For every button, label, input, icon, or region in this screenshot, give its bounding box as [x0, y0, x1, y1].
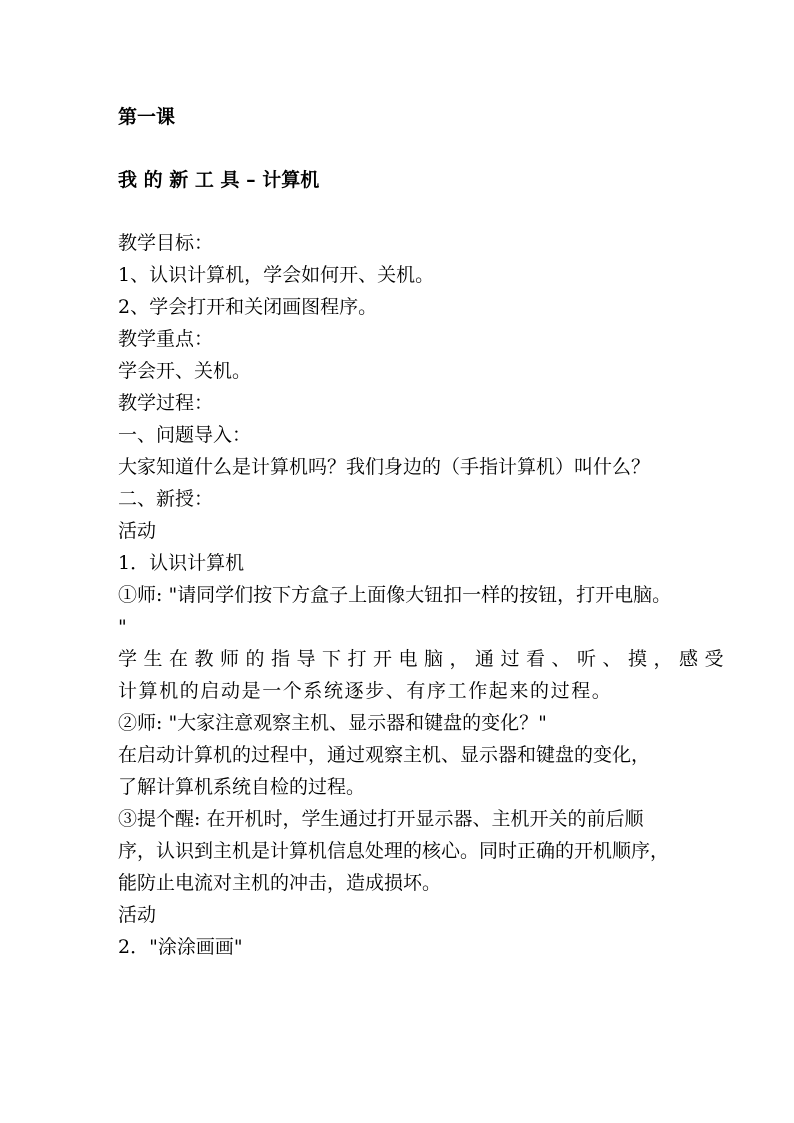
paragraph-line: 学生在教师的指导下打开电脑，通过看、听、摸，感受 [118, 648, 731, 670]
activity-label: 活动 [118, 904, 157, 926]
objective-item: 1、认识计算机，学会如何开、关机。 [118, 264, 435, 286]
lesson-title: 我 的 新 工 具 – 计算机 [118, 169, 320, 191]
objective-item: 2、学会打开和关闭画图程序。 [118, 296, 378, 318]
section-heading: 二、新授： [118, 488, 214, 510]
activity-label: 活动 [118, 520, 157, 542]
paragraph-line: 计算机的启动是一个系统逐步、有序工作起来的过程。 [118, 680, 613, 702]
section-heading: 一、问题导入： [118, 424, 252, 446]
activity-title: 1．认识计算机 [118, 552, 245, 574]
process-heading: 教学过程： [118, 392, 214, 414]
key-heading: 教学重点： [118, 328, 214, 350]
paragraph-line: 能防止电流对主机的冲击，造成损坏。 [118, 872, 442, 894]
paragraph-line: 在启动计算机的过程中，通过观察主机、显示器和键盘的变化， [118, 744, 651, 766]
paragraph-line: 大家知道什么是计算机吗？我们身边的（手指计算机）叫什么？ [118, 456, 651, 478]
key-point: 学会开、关机。 [118, 360, 252, 382]
paragraph-line: ②师: "大家注意观察主机、显示器和键盘的变化？" [118, 712, 547, 734]
activity-title: 2．"涂涂画画" [118, 936, 243, 958]
paragraph-line: " [118, 616, 127, 638]
paragraph-line: 了解计算机系统自检的过程。 [118, 776, 366, 798]
paragraph-line: ③提个醒: 在开机时，学生通过打开显示器、主机开关的前后顺 [118, 808, 644, 830]
lesson-number: 第一课 [118, 106, 176, 128]
objectives-heading: 教学目标： [118, 232, 214, 254]
paragraph-line: ①师: "请同学们按下方盒子上面像大钮扣一样的按钮，打开电脑。 [118, 584, 672, 606]
paragraph-line: 序，认识到主机是计算机信息处理的核心。同时正确的开机顺序， [118, 840, 670, 862]
